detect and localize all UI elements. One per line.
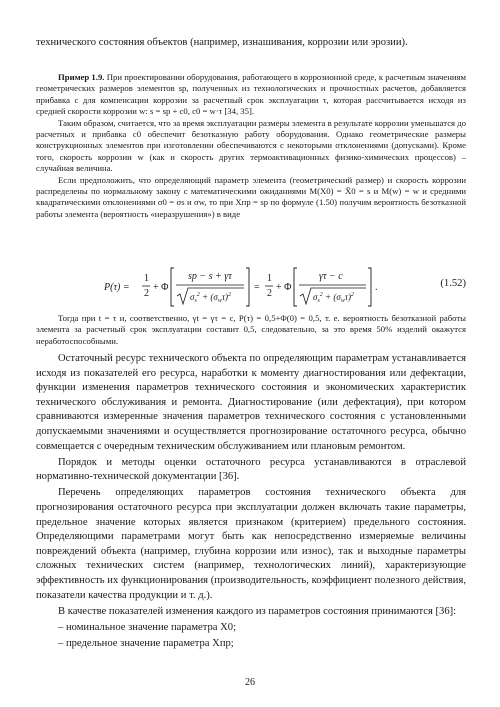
bracket-right-2 — [368, 268, 371, 306]
main-paragraph-1: Остаточный ресурс технического объекта по определяющим параметрам устанавливается исходя из показателей его ресурса, наработки к моменту диагностирования или дефектации, функции изменения параметров технического состояния и экономических характеристик технического обслуживания и ремонта. Диагностирование (или дефектация), при котором сравниваются измеренные значения параметров технического состояния с установленными допускаемыми значениями и осуществляется прогнозирование остаточного ресурса, обычно совмещается с очередным техническим обслуживанием или плановым ремонтом. — [36, 353, 466, 452]
formula-row — [36, 265, 466, 309]
after-formula-text: Тогда при t = τ и, соответственно, γt = γτ = c, P(τ) = 0,5+Φ(0) = 0,5, т. е. вероятность безотказной работы элемента за расчетный срок эксплуатации составит 0,5, следовательно, за это время 50% изделий окажутся неработоспособными. — [36, 313, 466, 346]
bracket-left-2 — [294, 268, 297, 306]
example-paragraph-1 — [36, 72, 466, 118]
example-paragraph-3: Если предположить, что определяющий параметр элемента (геометрический размер) и скорость коррозии распределены по нормальному закону с математическими ожиданиями M(X0) = X̄0 = s и M(w) = w и средними квадратическими отклонениями σ0 = σs и σw, то при Xпр = sр по формуле (1.50) получим вероятность безотказной работы элемента (вероятность «неразрушения») в виде — [36, 174, 466, 219]
formula-half-num-2: 1 — [267, 273, 272, 284]
main-paragraph-4: В качестве показателей изменения каждого из параметров состояния принимаются [36]: — [58, 605, 457, 617]
example-text-1: При проектировании оборудования, работающего в коррозионной среде, к расчетным значениям геометрических размеров элементов sр, полученных из технологических и прочностных расчетов, добавляется прибавка c для компенсации коррозии за расчетный срок эксплуатации τ, которая рассчитывается исходя из средней скорости коррозии w: s = sр + c0, c0 = w·τ [34, 35]. — [36, 72, 466, 117]
example-label: Пример 1.9. — [58, 72, 105, 82]
formula-half-den-2: 2 — [267, 288, 272, 299]
svg-text:σs2 + (σwτ)2: $\sigma_s^2 + (\sigma_w\tau)^2$ — [313, 292, 355, 304]
formula-equals: = — [254, 282, 260, 293]
page-number: 26 — [245, 677, 255, 688]
bracket-left-1 — [171, 268, 174, 306]
bracket-right-1 — [246, 268, 249, 306]
lead-text: технического состояния объектов (например, изнашивания, коррозии или эрозии). — [36, 37, 408, 48]
list-item: – предельное значение параметра Xпр; — [58, 637, 234, 649]
main-paragraph-3: Перечень определяющих параметров состояния технического объекта для прогнозирования остаточного ресурса при эксплуатации должен включать такие параметры, предельное значение которых является признаком (критерием) предельного состояния. Определяющими параметрами могут быть как непосредственно измеряемые величины повреждений объекта (например, глубина коррозии или износ), так и выходные параметры сложных технических систем (например, технологических линий), характеризующие эффективность их функционирования (производительность, коэффициент полезного действия, показатели качества продукции и т. д.). — [36, 487, 466, 601]
svg-text:σs2 + (σwτ)2: $\sigma_s^2 + (\sigma_w\tau)^2$ — [190, 292, 232, 304]
formula-period: . — [375, 282, 378, 293]
main-text-block — [36, 352, 466, 653]
after-formula-block — [36, 313, 466, 347]
lead-paragraph — [36, 36, 466, 51]
formula-half-den-1: 2 — [144, 288, 149, 299]
list-item: – номинальное значение параметра X0; — [58, 621, 237, 633]
formula-numerator-2: γτ − c — [319, 271, 343, 282]
formula-numerator-1: sр − s + γτ — [188, 271, 232, 282]
example-block — [36, 72, 466, 220]
equation-number: (1.52) — [440, 278, 466, 289]
formula-plus-phi-2: + Φ — [276, 282, 292, 293]
formula-half-num-1: 1 — [144, 273, 149, 284]
formula-lhs: P(τ) = — [104, 282, 130, 293]
formula-1-52 — [104, 265, 394, 309]
formula-plus-phi-1: + Φ — [153, 282, 169, 293]
example-paragraph-2: Таким образом, считается, что за время эксплуатации размеры элемента в результате коррозии уменьшатся до расчетных и прибавка c0 обеспечит безотказную работу оборудования. Однако геометрические размеры конструкционных элементов при изготовлении обеспечиваются с некоторыми отклонениями (допусками). Кроме того, скорость коррозии w (как и скорость других термоактивационных физико-химических процессов) – случайная величина. — [36, 117, 466, 174]
main-paragraph-2: Порядок и методы оценки остаточного ресурса устанавливаются в отраслевой нормативно-технической документации [36]. — [36, 456, 466, 483]
